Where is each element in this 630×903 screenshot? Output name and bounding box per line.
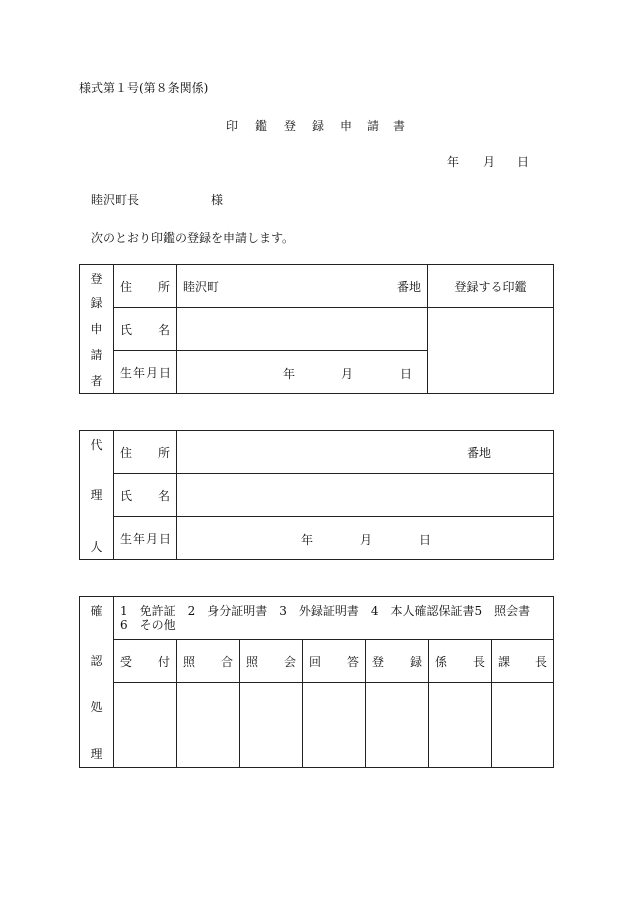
agent-name-field[interactable] bbox=[177, 474, 554, 517]
stamp-cell-shokai[interactable] bbox=[240, 683, 303, 768]
confirm-table bbox=[79, 596, 554, 768]
intro-text: 次のとおり印鑑の登録を申請します。 bbox=[91, 231, 295, 245]
agent-name-label: 氏 名 bbox=[114, 474, 177, 517]
stamp-cell-kakaricho[interactable] bbox=[429, 683, 492, 768]
col-kacho: 課 長 bbox=[492, 640, 554, 683]
agent-address-field[interactable]: 番地 bbox=[177, 431, 554, 474]
stamp-cell-shogo[interactable] bbox=[177, 683, 240, 768]
col-kaito: 回 答 bbox=[303, 640, 366, 683]
agent-table bbox=[79, 430, 554, 560]
agent-address-label: 住 所 bbox=[114, 431, 177, 474]
address-label: 住 所 bbox=[114, 265, 177, 308]
seal-header: 登録する印鑑 bbox=[428, 265, 554, 308]
col-toroku: 登 録 bbox=[366, 640, 429, 683]
col-uketsuke: 受 付 bbox=[114, 640, 177, 683]
col-shokai: 照 会 bbox=[240, 640, 303, 683]
address-field[interactable]: 睦沢町 番地 bbox=[177, 265, 428, 308]
col-shogo: 照 合 bbox=[177, 640, 240, 683]
name-label: 氏 名 bbox=[114, 308, 177, 351]
agent-dob-label: 生年月日 bbox=[114, 517, 177, 560]
agent-dob-field[interactable]: 年 月 日 bbox=[177, 517, 554, 560]
dob-field[interactable]: 年 月 日 bbox=[177, 351, 428, 394]
seal-box[interactable] bbox=[428, 308, 554, 394]
id-documents: 1 免許証 2 身分証明書 3 外録証明書 4 本人確認保証書5 照会書 6 その他 bbox=[114, 597, 554, 640]
applicant-table bbox=[79, 264, 554, 394]
col-kakaricho: 係 長 bbox=[429, 640, 492, 683]
agent-side-label: 代 理 人 bbox=[80, 431, 114, 560]
name-field[interactable] bbox=[177, 308, 428, 351]
dob-label: 生年月日 bbox=[114, 351, 177, 394]
form-number: 様式第１号(第８条関係) bbox=[79, 81, 209, 95]
confirm-side-label: 確 認 処 理 bbox=[80, 597, 114, 768]
stamp-cell-kaito[interactable] bbox=[303, 683, 366, 768]
stamp-cell-toroku[interactable] bbox=[366, 683, 429, 768]
stamp-cell-kacho[interactable] bbox=[492, 683, 554, 768]
applicant-side-label: 登 録 申 請 者 bbox=[80, 265, 114, 394]
stamp-cell-uketsuke[interactable] bbox=[114, 683, 177, 768]
